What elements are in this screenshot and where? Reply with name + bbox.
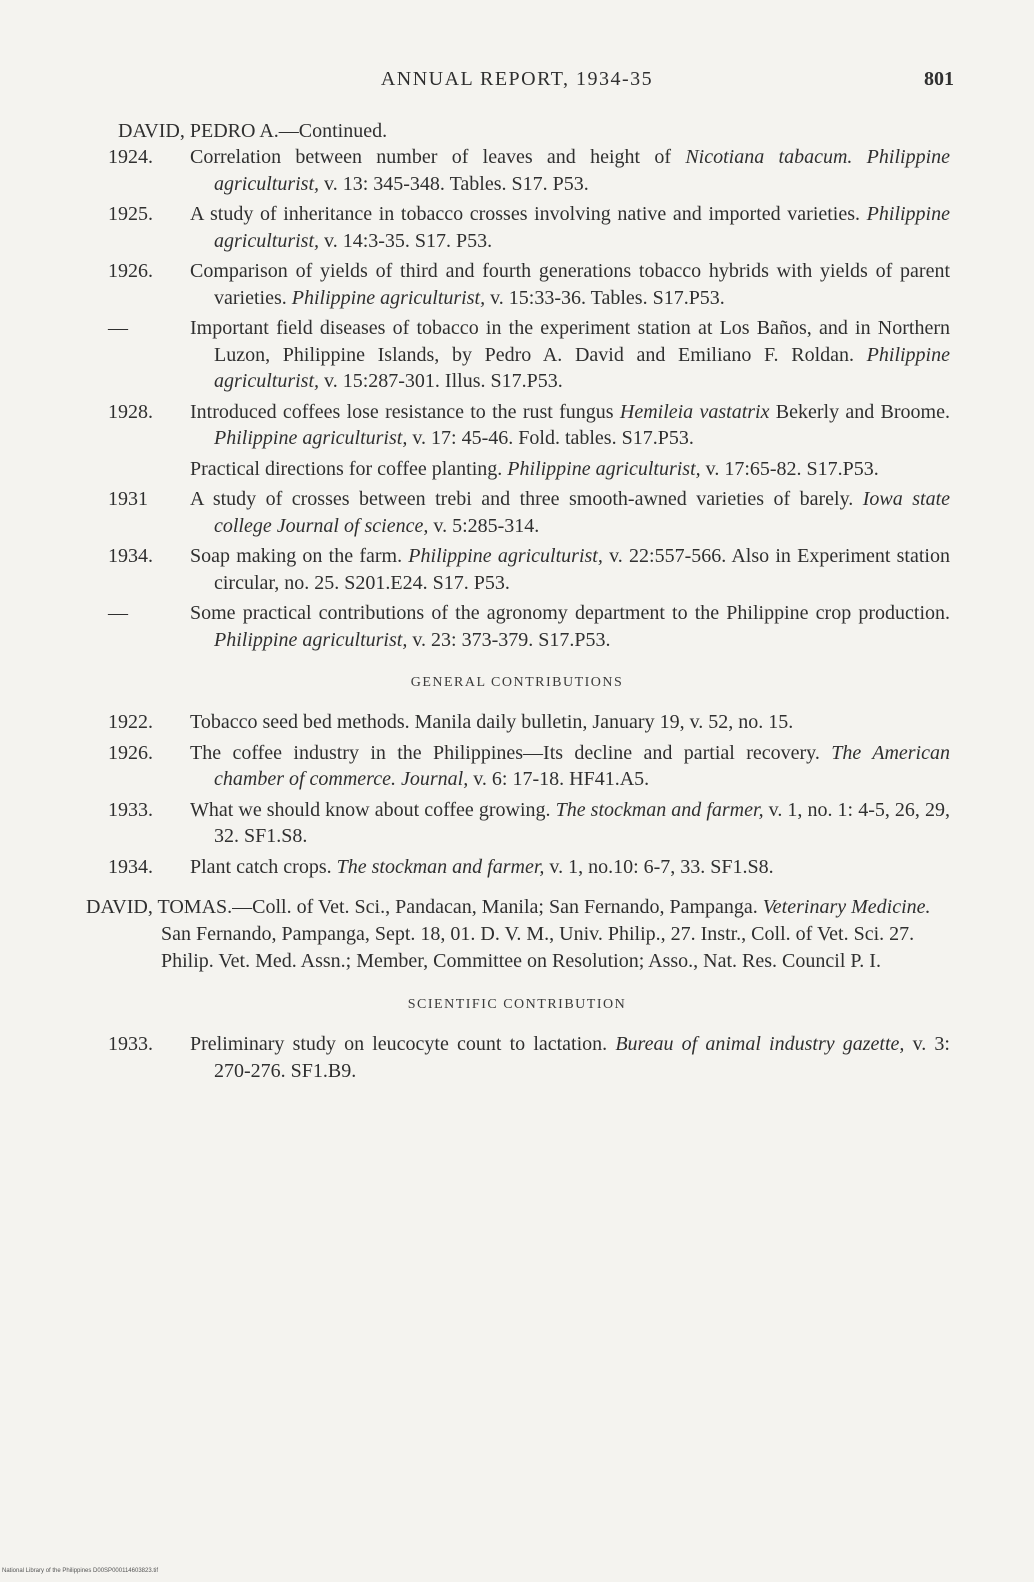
reference-item: 1934. Plant catch crops. The stockman and farmer, v. 1, no.10: 6-7, 33. SF1.S8. (108, 855, 774, 878)
page-number: 801 (924, 68, 954, 90)
entry-heading-pedro: DAVID, PEDRO A.—Continued. (118, 120, 388, 142)
section-heading-general: GENERAL CONTRIBUTIONS (410, 675, 624, 690)
reference-item: — Some practical contributions of the agronomy department to the Philippine crop production. Philippine agriculturist, v. 23: 373-379. S17.P53. (108, 602, 950, 651)
pedro-references (0, 144, 1034, 653)
reference-item: 1928. Introduced coffees lose resistance to the rust fungus Hemileia vastatrix Bekerly and Broome. Philippine agriculturist, v. 17: 45-46. Fold. tables. S17.P53. (108, 400, 950, 449)
reference-item: 1931 A study of crosses between trebi and three smooth-awned varieties of barely. Iowa state college Journal of science, v. 5:285-314. (108, 488, 950, 537)
reference-item: 1924. Correlation between number of leaves and height of Nicotiana tabacum. Philippine agriculturist, v. 13: 345-348. Tables. S17. P53. (108, 146, 950, 195)
entry-tomas: DAVID, TOMAS.—Coll. of Vet. Sci., Pandacan, Manila; San Fernando, Pampanga. Veterinary Medicine. San Fernando, Pampanga, Sept. 18, 01. D. V. M., Univ. Philip., 27. Instr., Coll. of Vet. Sci. 27. Philip. Vet. Med. Assn.; Member, Committee on Resolution; Asso., Nat. Res. Council P. I. (86, 896, 931, 972)
section-heading-scientific: SCIENTIFIC CONTRIBUTION (407, 997, 627, 1012)
reference-item: 1922. Tobacco seed bed methods. Manila daily bulletin, January 19, v. 52, no. 15. (108, 711, 794, 733)
general-contributions (0, 709, 1034, 880)
reference-item: Practical directions for coffee planting. Philippine agriculturist, v. 17:65-82. S17.P53. (190, 457, 879, 480)
reference-item: 1933. Preliminary study on leucocyte count to lactation. Bureau of animal industry gazette, v. 3: 270-276. SF1.B9. (108, 1033, 950, 1082)
running-title: ANNUAL REPORT, 1934-35 (380, 68, 654, 90)
page-content (0, 118, 1034, 1088)
reference-item: 1934. Soap making on the farm. Philippine agriculturist, v. 22:557-566. Also in Experiment station circular, no. 25. S201.E24. S17. P53. (108, 545, 950, 594)
reference-item: — Important field diseases of tobacco in the experiment station at Los Baños, and in Northern Luzon, Philippine Islands, by Pedro A. David and Emiliano F. Roldan. Philippine agriculturist, v. 15:287-301. Illus. S17.P53. (108, 317, 950, 392)
page-header (0, 68, 1034, 98)
reference-item: 1926. Comparison of yields of third and fourth generations tobacco hybrids with yields of parent varieties. Philippine agriculturist, v. 15:33-36. Tables. S17.P53. (108, 260, 950, 309)
reference-item: 1926. The coffee industry in the Philippines—Its decline and partial recovery. The American chamber of commerce. Journal, v. 6: 17-18. HF41.A5. (108, 741, 950, 790)
reference-item: 1933. What we should know about coffee growing. The stockman and farmer, v. 1, no. 1: 4-5, 26, 29, 32. SF1.S8. (108, 798, 950, 847)
reference-item: 1925. A study of inheritance in tobacco crosses involving native and imported varieties. Philippine agriculturist, v. 14:3-35. S17. P53. (108, 203, 950, 252)
footer-credit: National Library of the Philippines D00SP000114603823.tif (2, 1568, 158, 1574)
